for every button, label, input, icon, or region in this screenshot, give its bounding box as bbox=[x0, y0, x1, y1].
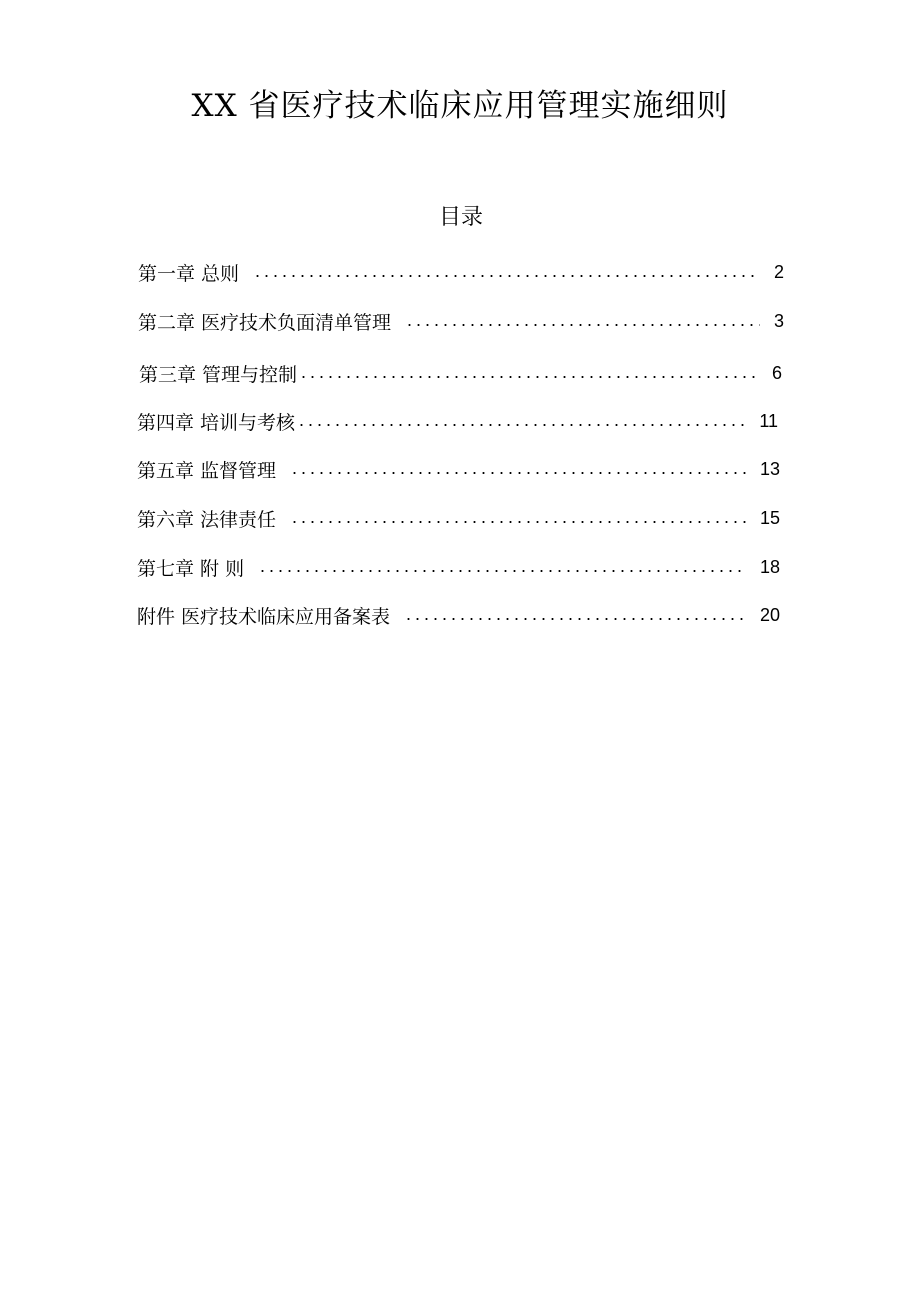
toc-dot-leader bbox=[290, 472, 746, 474]
toc-dot-leader bbox=[299, 376, 758, 378]
toc-entry[interactable] bbox=[137, 600, 780, 630]
toc-entry-label: 第七章 附 则 bbox=[137, 557, 245, 580]
toc-page-number: 11 bbox=[759, 410, 778, 431]
toc-dot-leader bbox=[405, 324, 760, 326]
toc-entry[interactable] bbox=[137, 552, 780, 582]
toc-entry-label: 第三章 管理与控制 bbox=[139, 363, 298, 386]
toc-dot-leader bbox=[404, 618, 746, 620]
toc-entry-label: 附件 医疗技术临床应用备案表 bbox=[137, 605, 391, 628]
toc-page-number: 6 bbox=[771, 362, 782, 383]
toc-heading: 目录 bbox=[438, 205, 483, 230]
toc-entry[interactable] bbox=[137, 406, 778, 436]
document-title: XX 省医疗技术临床应用管理实施细则 bbox=[191, 88, 729, 124]
toc-page-number: 3 bbox=[773, 310, 784, 331]
toc-entry-label: 第二章 医疗技术负面清单管理 bbox=[138, 311, 392, 334]
toc-dot-leader bbox=[290, 521, 746, 523]
toc-page-number: 2 bbox=[773, 261, 784, 282]
toc-entry[interactable] bbox=[137, 454, 780, 484]
toc-entry[interactable] bbox=[138, 306, 784, 336]
toc-entry-label: 第一章 总则 bbox=[138, 262, 240, 285]
toc-entry-label: 第五章 监督管理 bbox=[137, 459, 277, 482]
toc-page-number: 13 bbox=[759, 458, 780, 479]
toc-dot-leader bbox=[297, 424, 745, 426]
toc-entry-label: 第六章 法律责任 bbox=[137, 508, 277, 531]
toc-page-number: 20 bbox=[759, 604, 780, 625]
toc-entry[interactable] bbox=[137, 503, 780, 533]
toc-entry[interactable] bbox=[139, 358, 782, 388]
toc-entry-label: 第四章 培训与考核 bbox=[137, 411, 296, 434]
toc-dot-leader bbox=[253, 275, 760, 277]
toc-page-number: 15 bbox=[759, 507, 780, 528]
toc-dot-leader bbox=[258, 570, 746, 572]
toc-page-number: 18 bbox=[759, 556, 780, 577]
toc-entry[interactable] bbox=[138, 257, 784, 287]
